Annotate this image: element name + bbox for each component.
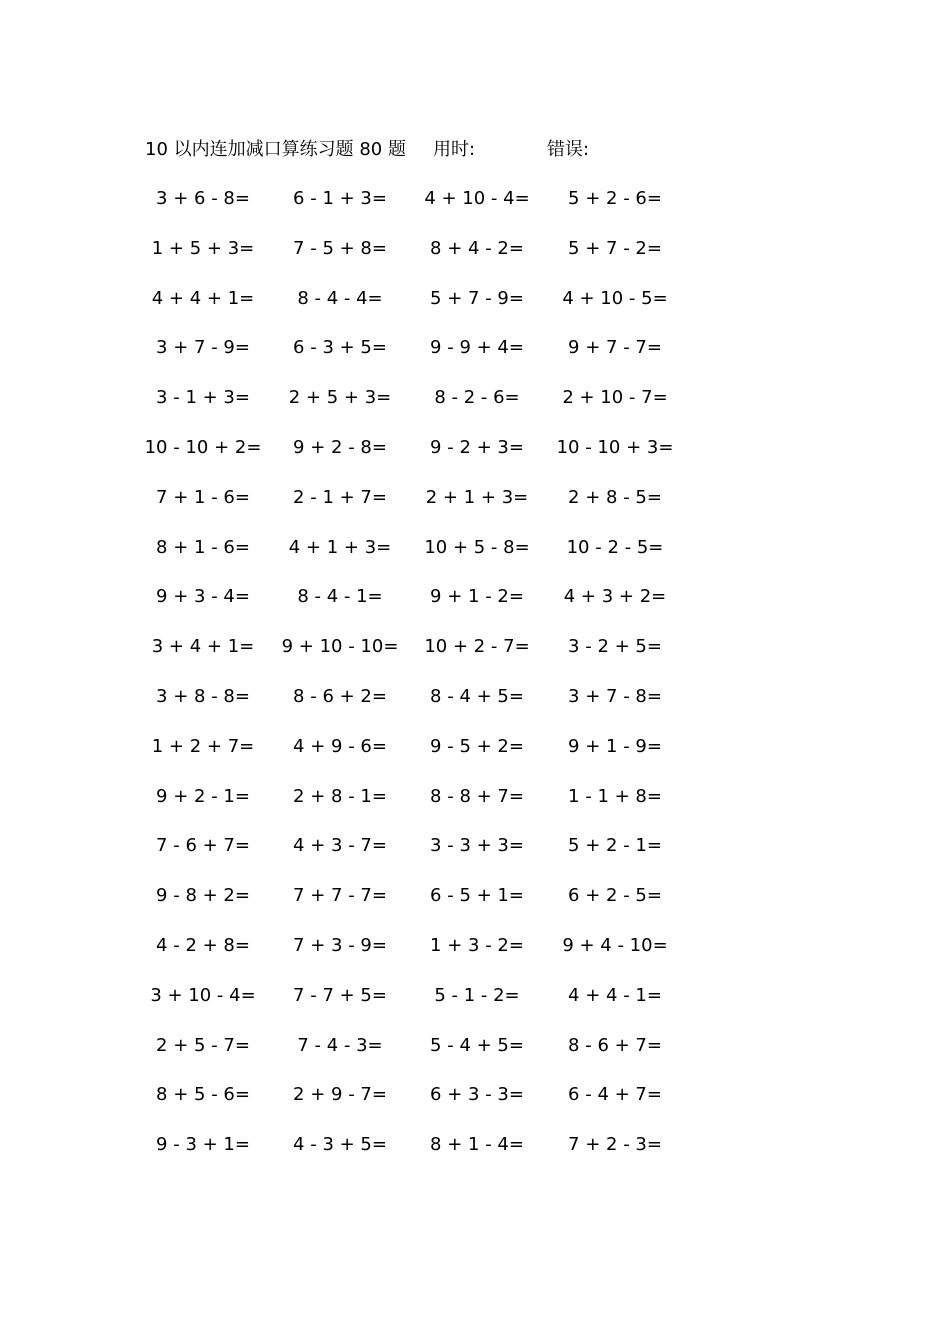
problem-item: 3 + 7 - 9=: [156, 337, 250, 359]
problem-item: 7 - 5 + 8=: [293, 237, 387, 259]
problem-item: 9 + 2 - 1=: [156, 785, 250, 807]
problem-item: 10 - 10 + 3=: [556, 436, 674, 458]
problem-item: 9 + 7 - 7=: [568, 337, 662, 359]
problem-item: 9 + 1 - 2=: [430, 586, 524, 608]
problem-row: [0, 632, 950, 682]
problem-item: 3 + 6 - 8=: [156, 188, 250, 209]
problem-item: 4 - 3 + 5=: [293, 1134, 387, 1156]
problem-row: [0, 782, 950, 832]
problem-item: 9 + 1 - 9=: [568, 735, 662, 757]
problem-item: 3 - 1 + 3=: [156, 387, 250, 409]
problem-item: 7 - 7 + 5=: [293, 984, 387, 1006]
problem-item: 9 + 2 - 8=: [293, 436, 387, 458]
problem-item: 6 - 3 + 5=: [293, 337, 387, 359]
problem-item: 3 + 4 + 1=: [151, 636, 255, 658]
problem-item: 2 + 10 - 7=: [562, 387, 668, 409]
problem-item: 9 - 8 + 2=: [156, 885, 250, 907]
problem-row: [0, 1031, 950, 1081]
problem-item: 7 - 4 - 3=: [297, 1034, 383, 1056]
problem-row: [0, 284, 950, 334]
problem-item: 5 + 7 - 2=: [568, 237, 662, 259]
problem-item: 6 - 1 + 3=: [293, 188, 387, 209]
problem-item: 8 - 6 + 2=: [293, 685, 387, 707]
problem-item: 1 + 5 + 3=: [151, 237, 255, 259]
problem-item: 9 - 3 + 1=: [156, 1134, 250, 1156]
problem-item: 8 - 2 - 6=: [434, 387, 520, 409]
problem-item: 10 - 2 - 5=: [566, 536, 664, 558]
problem-row: [0, 831, 950, 881]
problem-item: 1 - 1 + 8=: [568, 785, 662, 807]
problem-item: 5 - 4 + 5=: [430, 1034, 524, 1056]
problem-item: 3 - 2 + 5=: [568, 636, 662, 658]
problem-item: 6 + 3 - 3=: [430, 1084, 524, 1106]
problem-row: [0, 981, 950, 1031]
problem-row: [0, 1130, 950, 1180]
problem-item: 4 + 4 + 1=: [151, 287, 255, 309]
problem-item: 3 + 8 - 8=: [156, 685, 250, 707]
problem-row: [0, 433, 950, 483]
problem-item: 10 + 5 - 8=: [424, 536, 530, 558]
problem-item: 10 + 2 - 7=: [424, 636, 530, 658]
problem-item: 7 + 7 - 7=: [293, 885, 387, 907]
problem-item: 4 + 10 - 5=: [562, 287, 668, 309]
time-label: 用时:: [433, 139, 476, 160]
problem-item: 8 + 4 - 2=: [430, 237, 524, 259]
problem-item: 8 - 6 + 7=: [568, 1034, 662, 1056]
worksheet-header: [0, 136, 950, 164]
problem-row: [0, 383, 950, 433]
problem-item: 9 + 4 - 10=: [562, 934, 668, 956]
problem-item: 9 - 5 + 2=: [430, 735, 524, 757]
problem-item: 4 + 3 + 2=: [563, 586, 667, 608]
problem-item: 7 + 1 - 6=: [156, 486, 250, 508]
problem-row: [0, 483, 950, 533]
problem-item: 2 - 1 + 7=: [293, 486, 387, 508]
problem-item: 2 + 5 + 3=: [288, 387, 392, 409]
problem-item: 4 - 2 + 8=: [156, 934, 250, 956]
problem-item: 2 + 8 - 5=: [568, 486, 662, 508]
problem-row: [0, 333, 950, 383]
problem-item: 9 - 9 + 4=: [430, 337, 524, 359]
problem-item: 5 + 7 - 9=: [430, 287, 524, 309]
problem-item: 5 - 1 - 2=: [434, 984, 520, 1006]
problem-row: [0, 931, 950, 981]
problem-item: 4 + 1 + 3=: [288, 536, 392, 558]
problem-item: 7 + 3 - 9=: [293, 934, 387, 956]
problem-row: [0, 881, 950, 931]
problem-item: 8 - 8 + 7=: [430, 785, 524, 807]
problem-item: 5 + 2 - 1=: [568, 835, 662, 857]
problem-item: 2 + 8 - 1=: [293, 785, 387, 807]
problem-item: 4 + 4 - 1=: [568, 984, 662, 1006]
worksheet-title: 10 以内连加减口算练习题 80 题: [145, 139, 406, 160]
problem-item: 8 - 4 + 5=: [430, 685, 524, 707]
problem-item: 3 + 10 - 4=: [150, 984, 256, 1006]
problem-row: [0, 582, 950, 632]
error-label: 错误:: [547, 139, 590, 160]
problem-item: 2 + 5 - 7=: [156, 1034, 250, 1056]
problem-item: 8 - 4 - 4=: [297, 287, 383, 309]
problem-row: [0, 234, 950, 284]
problem-item: 5 + 2 - 6=: [568, 188, 662, 209]
problem-item: 2 + 9 - 7=: [293, 1084, 387, 1106]
problem-item: 9 + 10 - 10=: [281, 636, 399, 658]
problem-item: 7 + 2 - 3=: [568, 1134, 662, 1156]
problem-grid: [0, 184, 950, 1180]
problem-item: 6 + 2 - 5=: [568, 885, 662, 907]
problem-row: [0, 682, 950, 732]
problem-item: 3 - 3 + 3=: [430, 835, 524, 857]
problem-item: 4 + 10 - 4=: [424, 188, 530, 209]
problem-item: 1 + 3 - 2=: [430, 934, 524, 956]
problem-item: 1 + 2 + 7=: [151, 735, 255, 757]
problem-row: [0, 533, 950, 583]
problem-item: 10 - 10 + 2=: [144, 436, 262, 458]
problem-row: [0, 184, 950, 234]
problem-item: 8 - 4 - 1=: [297, 586, 383, 608]
problem-item: 7 - 6 + 7=: [156, 835, 250, 857]
problem-item: 8 + 1 - 6=: [156, 536, 250, 558]
problem-row: [0, 1080, 950, 1130]
problem-item: 9 - 2 + 3=: [430, 436, 524, 458]
problem-item: 4 + 9 - 6=: [293, 735, 387, 757]
problem-item: 3 + 7 - 8=: [568, 685, 662, 707]
problem-item: 6 - 4 + 7=: [568, 1084, 662, 1106]
problem-item: 8 + 5 - 6=: [156, 1084, 250, 1106]
problem-item: 4 + 3 - 7=: [293, 835, 387, 857]
problem-item: 8 + 1 - 4=: [430, 1134, 524, 1156]
problem-item: 2 + 1 + 3=: [425, 486, 529, 508]
problem-item: 9 + 3 - 4=: [156, 586, 250, 608]
problem-row: [0, 732, 950, 782]
problem-item: 6 - 5 + 1=: [430, 885, 524, 907]
